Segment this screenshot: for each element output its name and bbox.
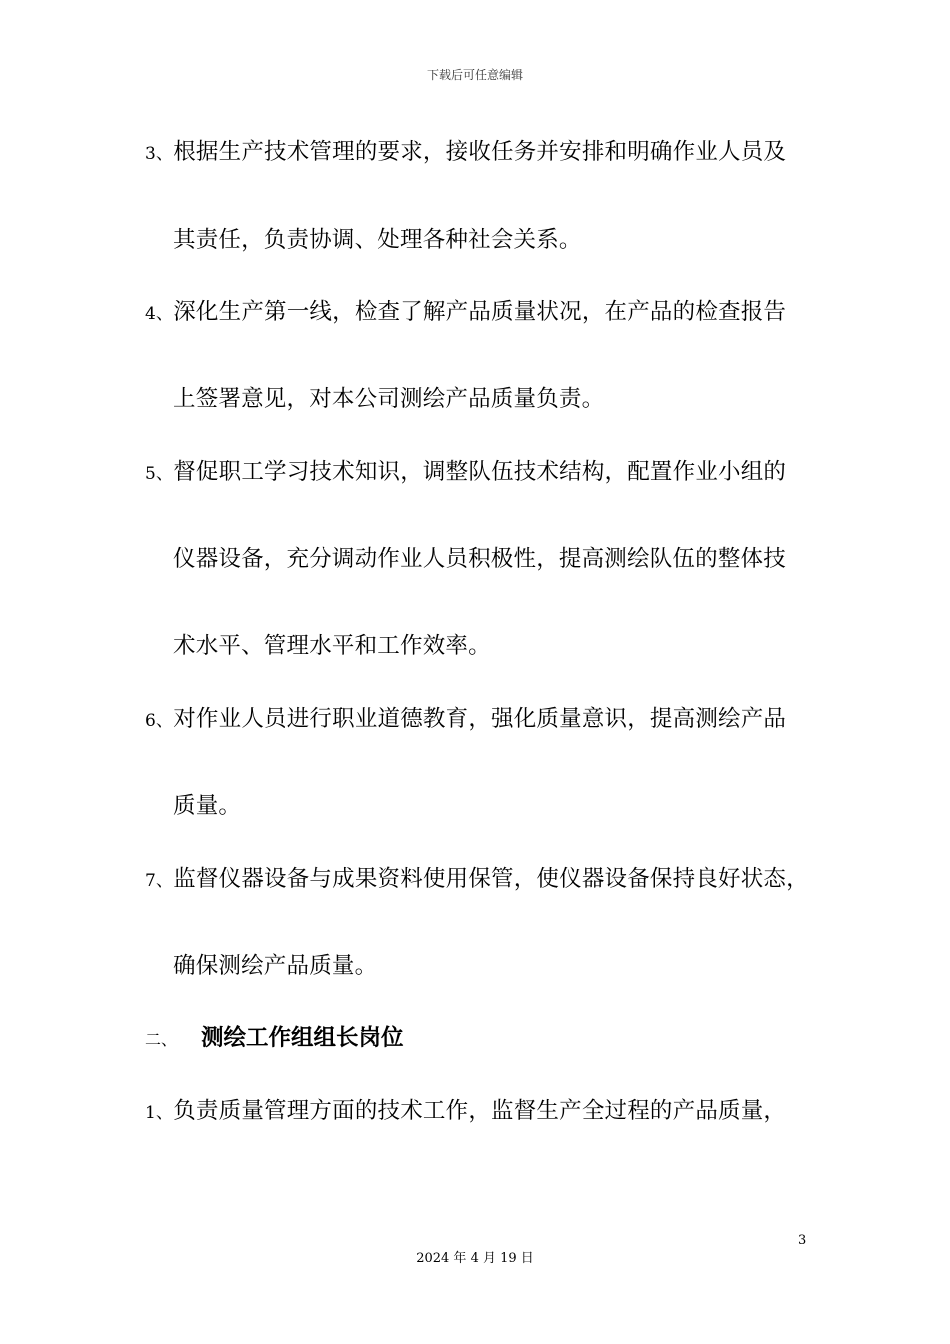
- list-item-4-continuation: 上签署意见，对本公司测绘产品质量负责。: [173, 386, 605, 412]
- section-list-item-1: [145, 1096, 835, 1128]
- list-item-3: [145, 137, 835, 169]
- list-item-3-continuation: 其责任，负责协调、处理各种社会关系。: [173, 227, 582, 253]
- list-item-6: [145, 704, 835, 736]
- list-number: 6、: [145, 711, 174, 731]
- section-title: 测绘工作组组长岗位: [201, 1025, 404, 1051]
- list-item-4: [145, 297, 835, 329]
- list-item-5-continuation: 仪器设备，充分调动作业人员积极性，提高测绘队伍的整体技: [173, 546, 786, 572]
- list-number: 1、: [145, 1103, 174, 1123]
- list-item-5-continuation-2: 术水平、管理水平和工作效率。: [173, 633, 491, 659]
- list-text: 督促职工学习技术知识，调整队伍技术结构，配置作业小组的: [173, 459, 787, 485]
- list-number: 7、: [145, 871, 174, 891]
- list-number: 5、: [145, 464, 174, 484]
- footer-date: 2024 年 4 月 19 日: [416, 1251, 534, 1266]
- list-text: 根据生产技术管理的要求，接收任务并安排和明确作业人员及: [173, 139, 787, 165]
- list-text: 负责质量管理方面的技术工作，监督生产全过程的产品质量，: [173, 1098, 787, 1124]
- list-item-5: [145, 457, 835, 489]
- header-note: 下载后可任意编辑: [426, 68, 523, 82]
- list-item-7-continuation: 确保测绘产品质量。: [173, 953, 378, 979]
- section-number: 二、: [145, 1030, 178, 1049]
- list-text: 监督仪器设备与成果资料使用保管，使仪器设备保持良好状态，: [173, 866, 809, 892]
- list-item-6-continuation: 质量。: [173, 793, 242, 819]
- list-text: 深化生产第一线，检查了解产品质量状况，在产品的检查报告: [173, 299, 787, 325]
- section-heading: [145, 1023, 404, 1055]
- page-number: 3: [798, 1233, 807, 1248]
- list-text: 对作业人员进行职业道德教育，强化质量意识，提高测绘产品: [173, 706, 787, 732]
- list-item-7: [145, 864, 835, 896]
- list-number: 3、: [145, 144, 174, 164]
- list-number: 4、: [145, 304, 174, 324]
